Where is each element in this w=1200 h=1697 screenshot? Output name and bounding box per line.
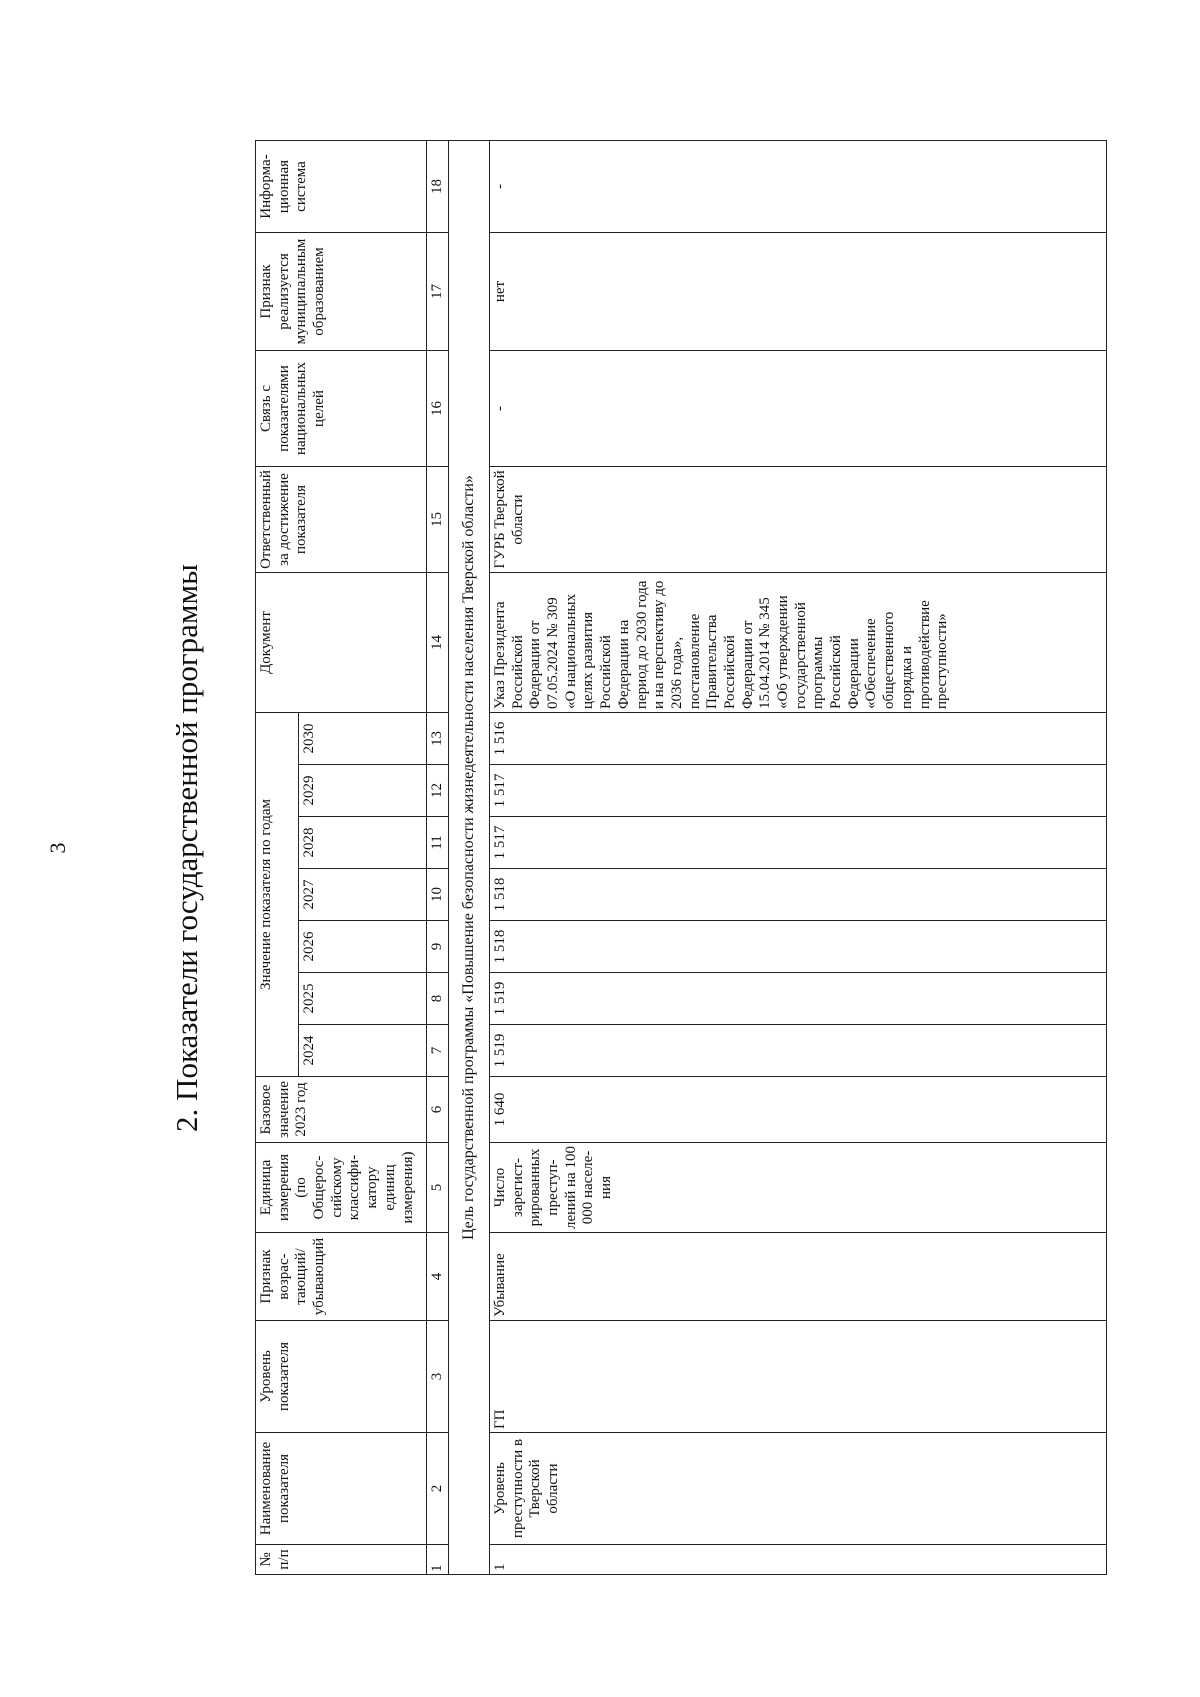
row-value-2030: 1 516 — [490, 713, 1107, 765]
row-infosystem: - — [490, 141, 1107, 233]
column-number: 6 — [427, 1077, 449, 1143]
header-year: 2029 — [299, 765, 427, 817]
row-national: - — [490, 351, 1107, 467]
header-municipal: Признак реализуется муниципальным образованием — [256, 233, 427, 351]
row-value-2024: 1 519 — [490, 1025, 1107, 1077]
goal-row — [449, 141, 490, 1575]
column-number: 3 — [427, 1321, 449, 1433]
header-year: 2025 — [299, 973, 427, 1025]
column-number: 11 — [427, 817, 449, 869]
row-unit: Число зарегистрированных преступлений на 100 000 населения — [490, 1143, 1107, 1233]
row-responsible: ГУРБ Тверской области — [490, 467, 1107, 573]
header-sign: Признак возрастающий/ убывающий — [256, 1233, 427, 1321]
column-number: 15 — [427, 467, 449, 573]
header-national: Связь с показателями национальных целей — [256, 351, 427, 467]
header-infosystem: Информационная система — [256, 141, 427, 233]
row-value-2026: 1 518 — [490, 921, 1107, 973]
document-page — [45, 53, 1155, 1643]
header-values-group: Значение показателя по годам — [256, 713, 299, 1077]
header-num: № п/п — [256, 1545, 427, 1575]
header-row — [256, 141, 299, 1575]
header-year: 2027 — [299, 869, 427, 921]
column-number: 16 — [427, 351, 449, 467]
header-level: Уровень показателя — [256, 1321, 427, 1433]
table-row — [490, 141, 1107, 1575]
column-number: 5 — [427, 1143, 449, 1233]
row-level: ГП — [490, 1321, 1107, 1433]
column-number: 4 — [427, 1233, 449, 1321]
column-number: 12 — [427, 765, 449, 817]
column-number: 13 — [427, 713, 449, 765]
row-num: 1 — [490, 1545, 1107, 1575]
row-municipal: нет — [490, 233, 1107, 351]
column-number: 14 — [427, 573, 449, 713]
column-number: 10 — [427, 869, 449, 921]
header-document: Документ — [256, 573, 427, 713]
header-base: Базовое значение 2023 год — [256, 1077, 427, 1143]
row-value-2028: 1 517 — [490, 817, 1107, 869]
header-name: Наименование показателя — [256, 1433, 427, 1545]
header-year: 2030 — [299, 713, 427, 765]
indicators-table — [255, 140, 1107, 1575]
header-year: 2026 — [299, 921, 427, 973]
page-number: 3 — [45, 842, 70, 854]
header-year: 2028 — [299, 817, 427, 869]
header-responsible: Ответственный за достижение показателя — [256, 467, 427, 573]
row-name: Уровень преступности в Тверской области — [490, 1433, 1107, 1545]
row-sign: Убывание — [490, 1233, 1107, 1321]
column-number: 9 — [427, 921, 449, 973]
goal-text: Цель государственной программы «Повышение безопасности жизнедеятельности населения Тверской области» — [449, 141, 490, 1575]
row-base: 1 640 — [490, 1077, 1107, 1143]
section-title: 2. Показатели государственной программы — [169, 564, 204, 1132]
column-number: 2 — [427, 1433, 449, 1545]
row-value-2027: 1 518 — [490, 869, 1107, 921]
column-number-row — [427, 141, 449, 1575]
column-number: 18 — [427, 141, 449, 233]
header-unit: Единица измерения (по Общероссийскому классификатору единиц измерения) — [256, 1143, 427, 1233]
column-number: 8 — [427, 973, 449, 1025]
row-value-2025: 1 519 — [490, 973, 1107, 1025]
header-year: 2024 — [299, 1025, 427, 1077]
row-value-2029: 1 517 — [490, 765, 1107, 817]
column-number: 1 — [427, 1545, 449, 1575]
column-number: 17 — [427, 233, 449, 351]
row-document: Указ Президента Российской Федерации от 07.05.2024 № 309 «О национальных целях развития Российской Федерации на период до 2030 года и на перспективу до 2036 года», постановление Правительства Российской Федерации от 15.04.2014 № 345 «Об утверждении государственной программы Российской Федерации «Обеспечение общественного порядка и противодействие преступности» — [490, 573, 1107, 713]
column-number: 7 — [427, 1025, 449, 1077]
